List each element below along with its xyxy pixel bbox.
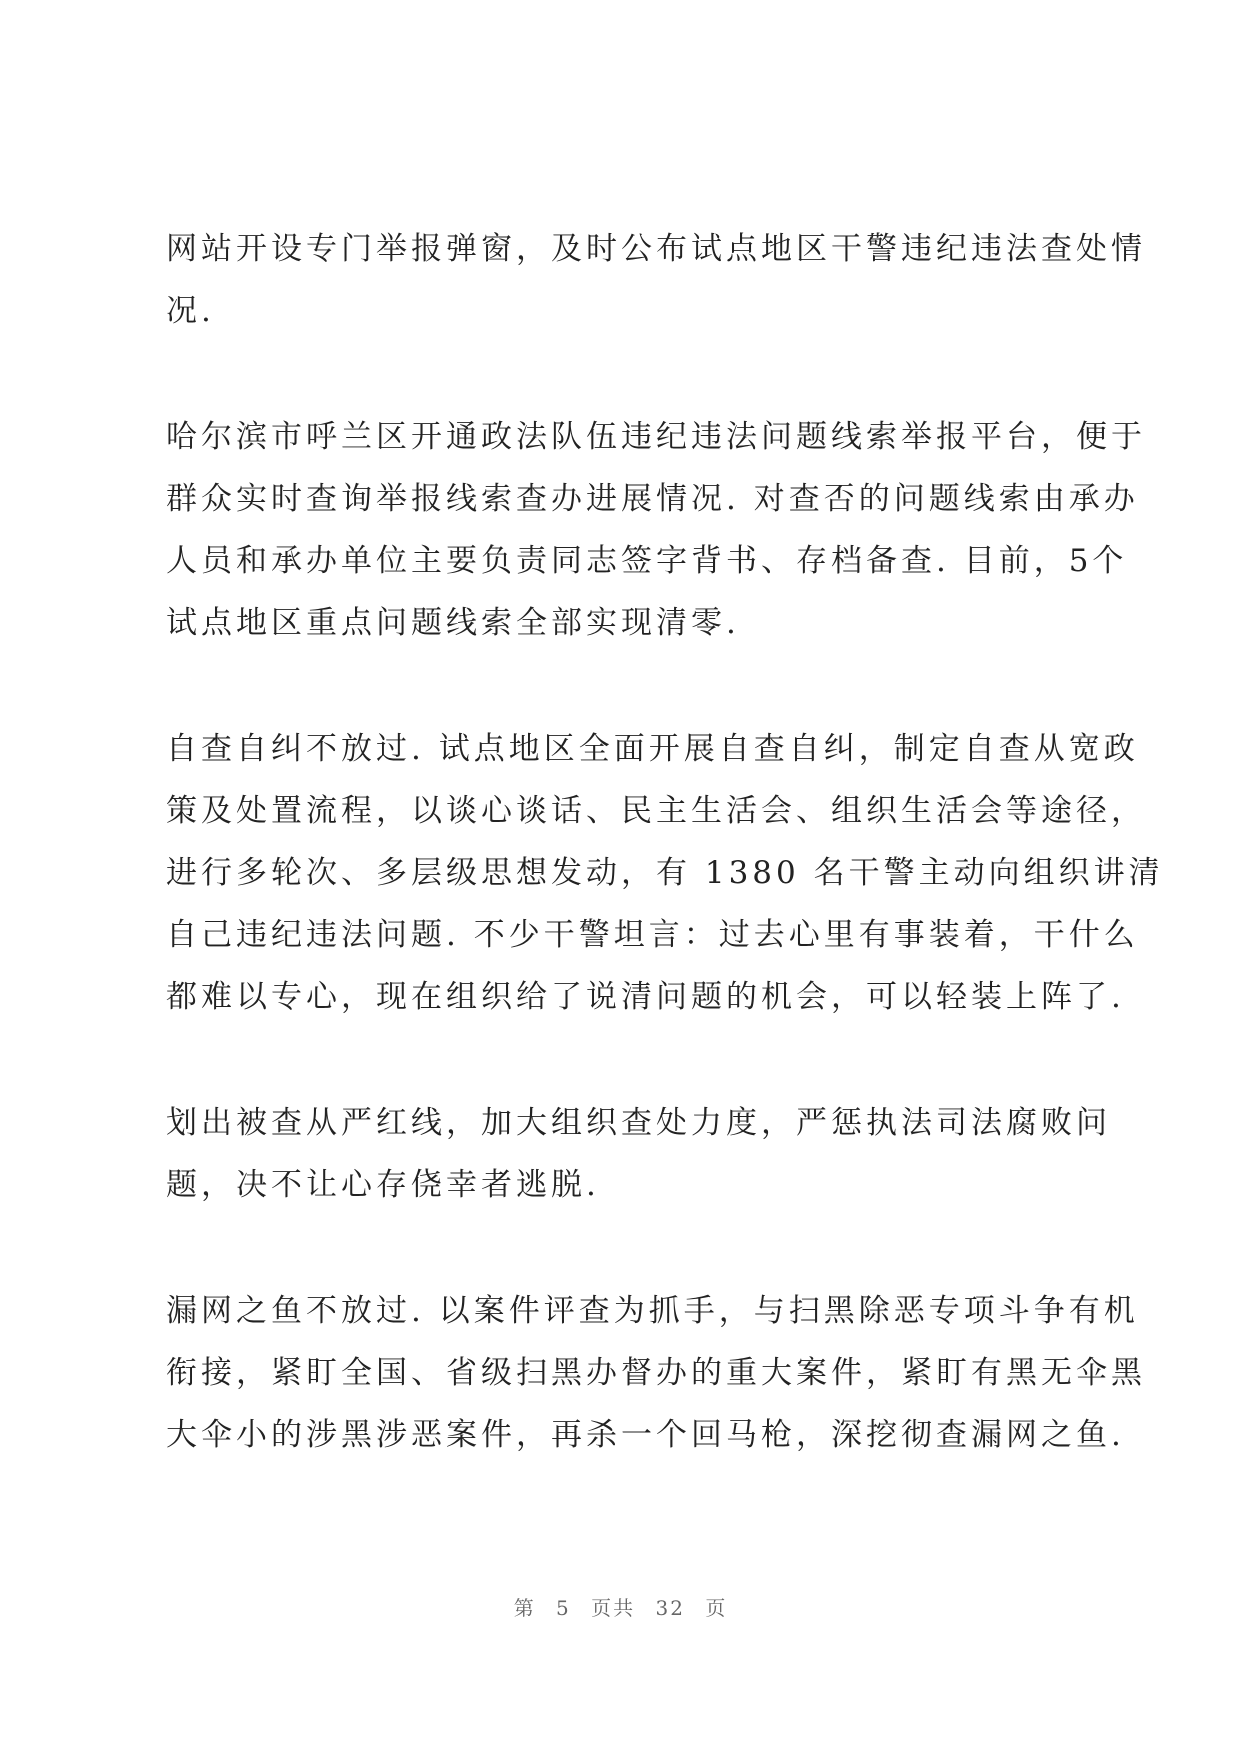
paragraph-line: 大伞小的涉黑涉恶案件，再杀一个回马枪，深挖彻查漏网之鱼.	[166, 1417, 1125, 1453]
paragraph-line: 哈尔滨市呼兰区开通政法队伍违纪违法问题线索举报平台，便于	[166, 419, 1146, 455]
paragraph-line: 题，决不让心存侥幸者逃脱.	[166, 1167, 600, 1203]
paragraph-line: 自查自纠不放过. 试点地区全面开展自查自纠，制定自查从宽政	[166, 731, 1139, 767]
footer-total-pages: 32	[655, 1596, 685, 1620]
paragraph-line: 划出被查从严红线，加大组织查处力度，严惩执法司法腐败问	[166, 1105, 1111, 1141]
paragraph-4	[166, 1092, 1111, 1216]
paragraph-1	[166, 218, 1146, 342]
paragraph-line: 群众实时查询举报线索查办进展情况. 对查否的问题线索由承办	[166, 481, 1139, 517]
footer-middle: 页共	[591, 1596, 636, 1620]
document-body	[166, 218, 1164, 1530]
paragraph-line: 都难以专心，现在组织给了说清问题的机会，可以轻装上阵了.	[166, 979, 1125, 1015]
paragraph-line: 人员和承办单位主要负责同志签字背书、存档备查. 目前，5个	[166, 543, 1128, 579]
paragraph-line: 网站开设专门举报弹窗，及时公布试点地区干警违纪违法查处情	[166, 231, 1146, 267]
paragraph-line: 试点地区重点问题线索全部实现清零.	[166, 605, 740, 641]
paragraph-line: 况.	[166, 293, 215, 329]
footer-current-page: 5	[556, 1596, 571, 1620]
paragraph-line: 进行多轮次、多层级思想发动，有 1380 名干警主动向组织讲清	[166, 855, 1164, 891]
footer-suffix: 页	[705, 1596, 728, 1620]
footer-prefix: 第	[513, 1596, 536, 1620]
paragraph-3	[166, 718, 1164, 1028]
paragraph-2	[166, 406, 1146, 654]
page-footer	[0, 1592, 1241, 1621]
paragraph-line: 策及处置流程，以谈心谈话、民主生活会、组织生活会等途径，	[166, 793, 1146, 829]
paragraph-5	[166, 1280, 1146, 1466]
paragraph-line: 漏网之鱼不放过. 以案件评查为抓手，与扫黑除恶专项斗争有机	[166, 1293, 1139, 1329]
paragraph-line: 衔接，紧盯全国、省级扫黑办督办的重大案件，紧盯有黑无伞黑	[166, 1355, 1146, 1391]
paragraph-line: 自己违纪违法问题. 不少干警坦言：过去心里有事装着，干什么	[166, 917, 1139, 953]
